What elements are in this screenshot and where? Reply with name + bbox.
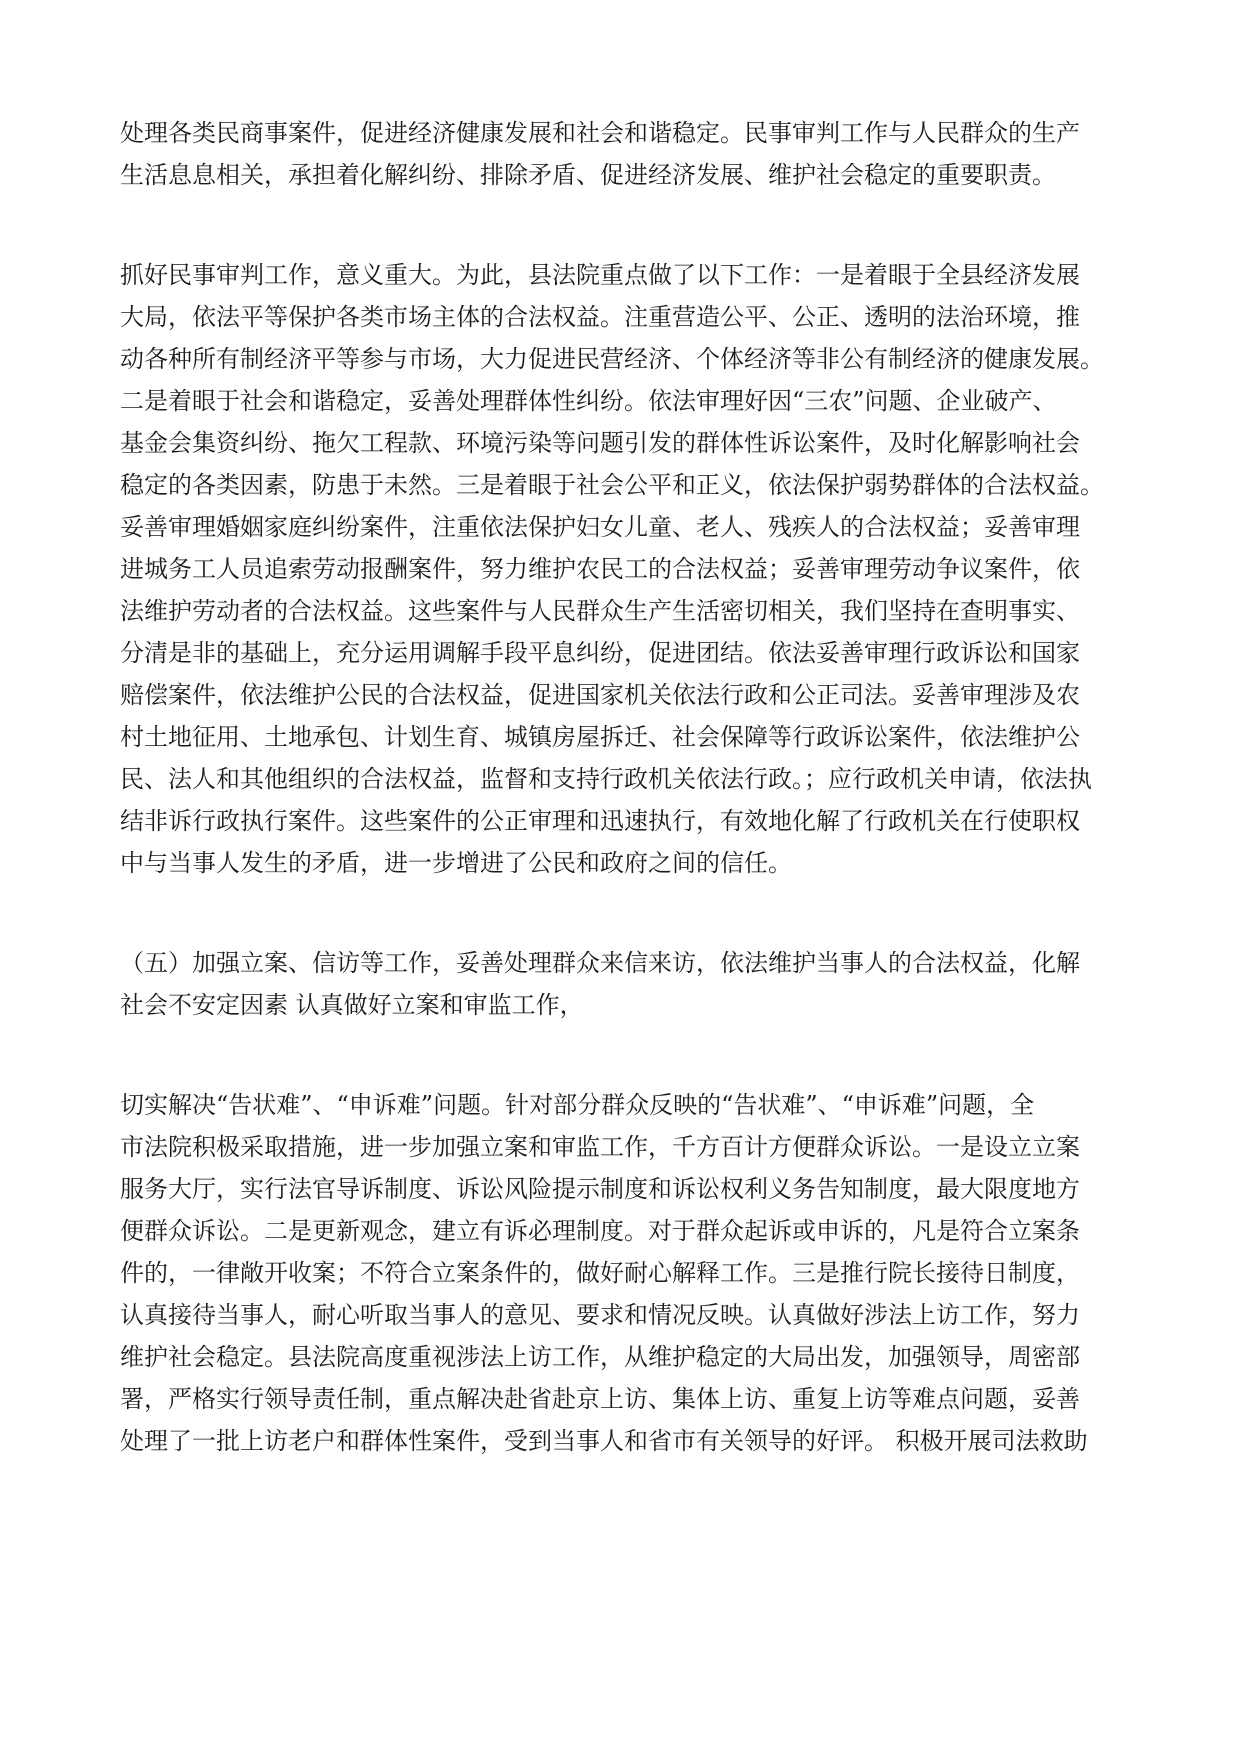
text-line: 便群众诉讼。二是更新观念，建立有诉必理制度。对于群众起诉或申诉的，凡是符合立案条: [120, 1217, 1080, 1245]
text-line: 妥善审理婚姻家庭纠纷案件，注重依法保护妇女儿童、老人、残疾人的合法权益；妥善审理: [120, 513, 1080, 541]
text-line: 进城务工人员追索劳动报酬案件，努力维护农民工的合法权益；妥善审理劳动争议案件，依: [120, 555, 1080, 583]
text-line: 社会不安定因素 认真做好立案和审监工作，: [120, 991, 584, 1019]
text-line: 处理各类民商事案件，促进经济健康发展和社会和谐稳定。民事审判工作与人民群众的生产: [120, 119, 1080, 147]
text-line: 切实解决“告状难”、“申诉难”问题。针对部分群众反映的“告状难”、“申诉难”问题，全: [120, 1091, 1035, 1119]
text-line: 署，严格实行领导责任制，重点解决赴省赴京上访、集体上访、重复上访等难点问题，妥善: [120, 1385, 1080, 1413]
text-line: 结非诉行政执行案件。这些案件的公正审理和迅速执行，有效地化解了行政机关在行使职权: [120, 807, 1080, 835]
text-line: 赔偿案件，依法维护公民的合法权益，促进国家机关依法行政和公正司法。妥善审理涉及农: [120, 681, 1080, 709]
text-line: 动各种所有制经济平等参与市场，大力促进民营经济、个体经济等非公有制经济的健康发展。: [120, 345, 1104, 373]
text-line: 稳定的各类因素，防患于未然。三是着眼于社会公平和正义，依法保护弱势群体的合法权益。: [120, 471, 1104, 499]
text-line: 大局，依法平等保护各类市场主体的合法权益。注重营造公平、公正、透明的法治环境，推: [120, 303, 1080, 331]
text-line: 生活息息相关，承担着化解纠纷、排除矛盾、促进经济发展、维护社会稳定的重要职责。: [120, 161, 1056, 189]
text-line: 服务大厅，实行法官导诉制度、诉讼风险提示制度和诉讼权利义务告知制度，最大限度地方: [120, 1175, 1080, 1203]
text-line: 中与当事人发生的矛盾，进一步增进了公民和政府之间的信任。: [120, 849, 792, 877]
paragraph: [120, 254, 1120, 884]
text-line: （五）加强立案、信访等工作，妥善处理群众来信来访，依法维护当事人的合法权益，化解: [120, 949, 1080, 977]
text-line: 法维护劳动者的合法权益。这些案件与人民群众生产生活密切相关，我们坚持在查明事实、: [120, 597, 1080, 625]
text-line: 维护社会稳定。县法院高度重视涉法上访工作，从维护稳定的大局出发，加强领导，周密部: [120, 1343, 1080, 1371]
text-line: 分清是非的基础上，充分运用调解手段平息纠纷，促进团结。依法妥善审理行政诉讼和国家: [120, 639, 1080, 667]
text-line: 二是着眼于社会和谐稳定，妥善处理群体性纠纷。依法审理好因“三农”问题、企业破产、: [120, 387, 1057, 415]
text-line: 民、法人和其他组织的合法权益，监督和支持行政机关依法行政。；应行政机关申请，依法执: [120, 765, 1092, 793]
section-heading-paragraph: [120, 942, 1120, 1026]
text-line: 认真接待当事人，耐心听取当事人的意见、要求和情况反映。认真做好涉法上访工作，努力: [120, 1301, 1080, 1329]
text-line: 基金会集资纠纷、拖欠工程款、环境污染等问题引发的群体性诉讼案件，及时化解影响社会: [120, 429, 1080, 457]
text-line: 处理了一批上访老户和群体性案件，受到当事人和省市有关领导的好评。 积极开展司法救助: [120, 1427, 1088, 1455]
text-line: 件的，一律敞开收案；不符合立案条件的，做好耐心解释工作。三是推行院长接待日制度，: [120, 1259, 1080, 1287]
text-line: 市法院积极采取措施，进一步加强立案和审监工作，千方百计方便群众诉讼。一是设立立案: [120, 1133, 1080, 1161]
text-line: 村土地征用、土地承包、计划生育、城镇房屋拆迁、社会保障等行政诉讼案件，依法维护公: [120, 723, 1080, 751]
paragraph: [120, 1084, 1120, 1462]
paragraph: [120, 112, 1120, 196]
document-body: [120, 112, 1120, 1462]
text-line: 抓好民事审判工作，意义重大。为此，县法院重点做了以下工作：一是着眼于全县经济发展: [120, 261, 1080, 289]
